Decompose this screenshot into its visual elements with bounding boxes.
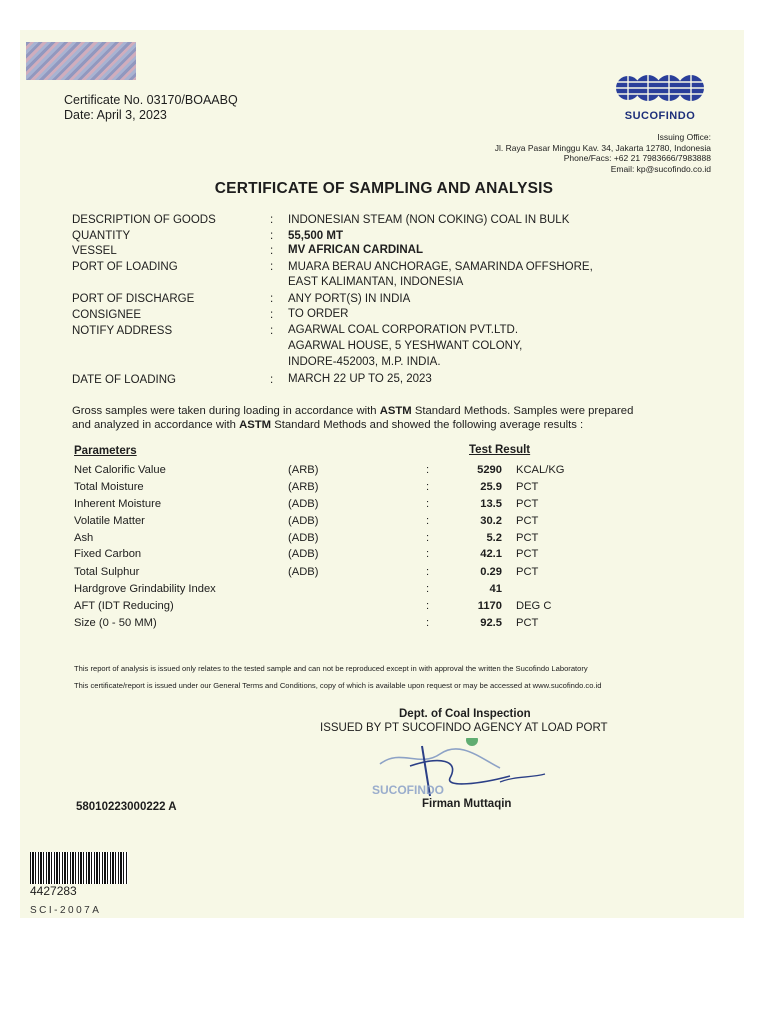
office-email: Email: kp@sucofindo.co.id [610,164,711,174]
field-colon: : [270,230,274,242]
result-unit: PCT [516,617,539,629]
field-value: INDORE-452003, M.P. INDIA. [288,356,441,368]
parameters-header: Parameters [74,445,137,457]
stamp-text: SUCOFINDO [372,783,444,797]
issued-by: ISSUED BY PT SUCOFINDO AGENCY AT LOAD PORT [320,722,608,734]
result-value: 92.5 [480,617,502,629]
field-label: CONSIGNEE [72,309,142,321]
office-phone: Phone/Facs: +62 21 7983666/7983888 [563,153,711,163]
field-colon: : [270,214,274,226]
security-stamp [26,42,136,80]
field-label: QUANTITY [72,230,131,242]
result-colon: : [426,532,430,544]
parameter-name: Hardgrove Grindability Index [74,583,216,595]
parameter-basis: (ADB) [288,566,319,578]
certificate-number: Certificate No. 03170/BOAABQ [64,93,238,107]
barcode [30,852,128,884]
certificate-date: Date: April 3, 2023 [64,108,167,122]
result-value: 30.2 [480,515,502,527]
form-code: SCI-2007A [30,905,102,916]
result-colon: : [426,583,430,595]
parameter-basis: (ARB) [288,464,319,476]
result-unit: PCT [516,566,539,578]
result-unit: PCT [516,498,539,510]
result-value: 13.5 [480,498,502,510]
office-heading: Issuing Office: [657,132,711,142]
parameter-basis: (ADB) [288,498,319,510]
field-value: EAST KALIMANTAN, INDONESIA [288,276,464,288]
result-unit: PCT [516,548,539,560]
office-address: Jl. Raya Pasar Minggu Kav. 34, Jakarta 12780, Indonesia [494,143,711,153]
result-colon: : [426,498,430,510]
parameter-name: Ash [74,532,94,544]
result-colon: : [426,481,430,493]
result-colon: : [426,464,430,476]
result-value: 41 [489,583,502,595]
field-label: DATE OF LOADING [72,374,176,386]
barcode-number: 4427283 [30,884,77,898]
intro-line-1: Gross samples were taken during loading in accordance with ASTM Standard Methods. Samples were prepared [72,405,634,417]
field-value: INDONESIAN STEAM (NON COKING) COAL IN BULK [288,214,570,226]
result-unit: DEG C [516,600,552,612]
field-value: TO ORDER [288,308,349,320]
result-value: 1170 [477,600,502,612]
result-colon: : [426,617,430,629]
parameter-name: Net Calorific Value [74,464,166,476]
result-value: 25.9 [480,481,502,493]
test-result-header: Test Result [469,444,531,456]
intro-line-2: and analyzed in accordance with ASTM Standard Methods and showed the following average results : [72,419,584,431]
parameter-basis: (ARB) [288,481,319,493]
result-colon: : [426,515,430,527]
parameter-name: Total Moisture [74,481,144,493]
field-value: MV AFRICAN CARDINAL [288,244,424,256]
document-title: CERTIFICATE OF SAMPLING AND ANALYSIS [214,180,554,197]
field-value: 55,500 MT [288,230,343,242]
parameter-name: Size (0 - 50 MM) [74,617,157,629]
parameter-name: Total Sulphur [74,566,140,578]
field-label: PORT OF DISCHARGE [72,293,195,305]
parameter-basis: (ADB) [288,515,319,527]
result-colon: : [426,548,430,560]
parameter-name: Inherent Moisture [74,498,162,510]
result-colon: : [426,566,430,578]
result-unit: PCT [516,515,539,527]
field-label: DESCRIPTION OF GOODS [72,214,216,226]
signature-stamp [350,738,560,802]
field-colon: : [270,245,274,257]
signer-name: Firman Muttaqin [422,798,512,810]
parameter-basis: (ADB) [288,532,319,544]
reference-number: 58010223000222 A [76,801,177,813]
disclaimer-note: This report of analysis is issued only relates to the tested sample and can not be reproduced except in with approval the written the Sucofindo Laboratory [74,664,588,673]
field-colon: : [270,309,274,321]
brand-logo-text: SUCOFINDO [624,110,696,122]
field-label: NOTIFY ADDRESS [72,325,173,337]
field-label: PORT OF LOADING [72,261,178,273]
terms-note: This certificate/report is issued under our General Terms and Conditions, copy of which is available upon request or may be accessed at www.sucofindo.co.id [74,681,602,690]
field-value: AGARWAL COAL CORPORATION PVT.LTD. [288,324,519,336]
result-colon: : [426,600,430,612]
result-unit: KCAL/KG [516,464,565,476]
result-unit: PCT [516,481,539,493]
result-value: 42.1 [480,548,502,560]
parameter-name: Fixed Carbon [74,548,142,560]
parameter-name: Volatile Matter [74,515,145,527]
issuing-department: Dept. of Coal Inspection [399,708,531,720]
sucofindo-globes-icon [612,68,708,108]
result-value: 5.2 [486,532,502,544]
field-value: MUARA BERAU ANCHORAGE, SAMARINDA OFFSHORE, [288,261,593,273]
parameter-name: AFT (IDT Reducing) [74,600,174,612]
field-label: VESSEL [72,245,117,257]
result-unit: PCT [516,532,539,544]
field-colon: : [270,261,274,273]
field-value: AGARWAL HOUSE, 5 YESHWANT COLONY, [288,340,523,352]
field-value: ANY PORT(S) IN INDIA [288,293,411,305]
result-value: 0.29 [480,566,502,578]
result-value: 5290 [477,464,502,476]
field-colon: : [270,374,274,386]
field-colon: : [270,293,274,305]
field-value: MARCH 22 UP TO 25, 2023 [288,373,432,385]
parameter-basis: (ADB) [288,548,319,560]
field-colon: : [270,325,274,337]
